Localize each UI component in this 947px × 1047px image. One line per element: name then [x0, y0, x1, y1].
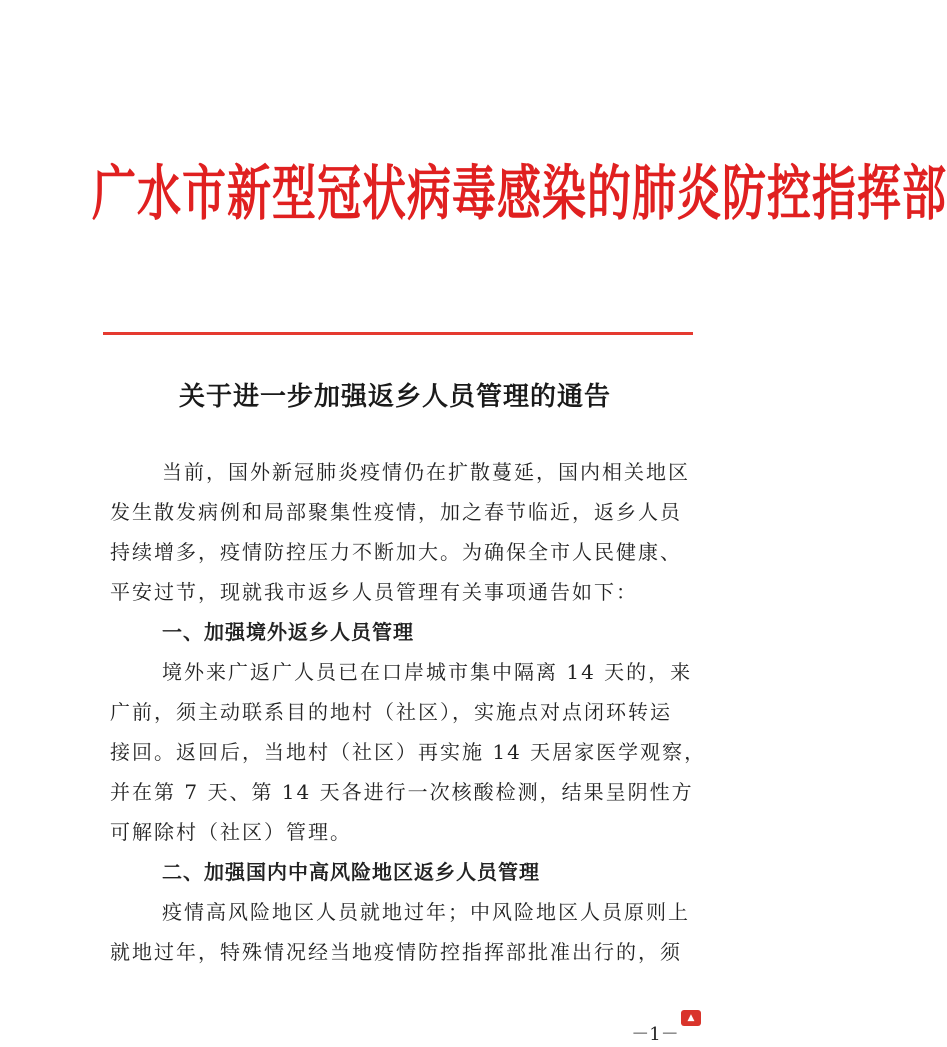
- paragraph-line: 并在第 7 天、第 14 天各进行一次核酸检测，结果呈阴性方: [110, 780, 694, 804]
- section-heading: 一、加强境外返乡人员管理: [162, 620, 414, 644]
- organization-header: 广水市新型冠状病毒感染的肺炎防控指挥部: [92, 159, 947, 229]
- paragraph-line: 平安过节，现就我市返乡人员管理有关事项通告如下：: [110, 580, 638, 604]
- page-number: －1－: [631, 1024, 679, 1045]
- paragraph-line: 疫情高风险地区人员就地过年；中风险地区人员原则上: [162, 900, 690, 924]
- document-body: [110, 452, 707, 972]
- paragraph-line: 当前，国外新冠肺炎疫情仍在扩散蔓延，国内相关地区: [162, 460, 690, 484]
- paragraph-line: 发生散发病例和局部聚集性疫情，加之春节临近，返乡人员: [110, 500, 682, 524]
- paragraph-line: 可解除村（社区）管理。: [110, 820, 352, 844]
- paragraph-line: 境外来广返广人员已在口岸城市集中隔离 14 天的，来: [162, 660, 693, 684]
- paragraph-line: 广前，须主动联系目的地村（社区），实施点对点闭环转运: [110, 700, 672, 724]
- document-title: 关于进一步加强返乡人员管理的通告: [178, 382, 611, 412]
- red-divider-line: [103, 332, 693, 335]
- publisher-logo-icon: ▲: [681, 1010, 701, 1026]
- section-heading: 二、加强国内中高风险地区返乡人员管理: [162, 860, 540, 884]
- paragraph-line: 持续增多，疫情防控压力不断加大。为确保全市人民健康、: [110, 540, 682, 564]
- paragraph-line: 接回。返回后，当地村（社区）再实施 14 天居家医学观察，: [110, 740, 707, 764]
- paragraph-line: 就地过年，特殊情况经当地疫情防控指挥部批准出行的，须: [110, 940, 682, 964]
